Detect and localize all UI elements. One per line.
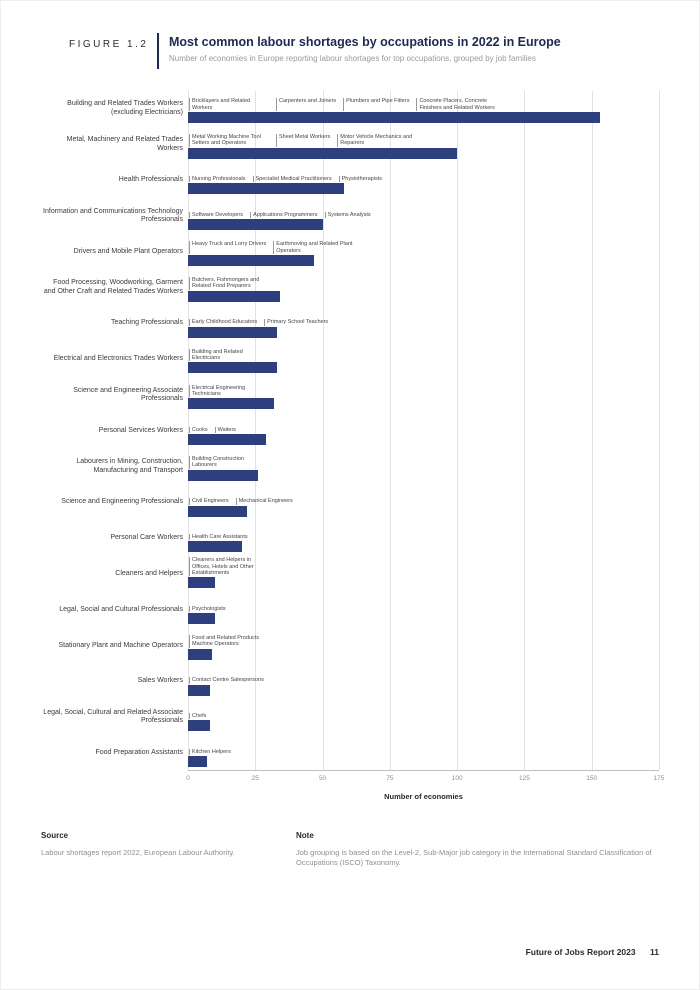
row-plot [188, 664, 659, 700]
bar [188, 720, 210, 731]
x-tick-label: 75 [386, 775, 394, 782]
occupation-annotation: Plumbers and Pipe Fitters [343, 98, 409, 111]
occupation-annotation: Mechanical Engineers [236, 498, 293, 504]
occupation-annotations [188, 98, 659, 111]
figure-title: Most common labour shortages by occupations in 2022 in Europe [169, 35, 561, 49]
occupation-annotation: Electrical Engineering Technicians [189, 385, 269, 398]
row-plot [188, 270, 659, 306]
bar [188, 362, 277, 373]
bar [188, 183, 344, 194]
chart-rows [41, 91, 659, 771]
row-plot [188, 163, 659, 199]
x-tick-label: 50 [318, 775, 327, 782]
occupation-annotations [188, 176, 659, 182]
occupation-annotation: Motor Vehicle Mechanics and Repairers [337, 134, 417, 147]
occupation-annotations [188, 456, 659, 469]
occupation-annotations [188, 534, 659, 540]
report-name: Future of Jobs Report 2023 [525, 947, 636, 957]
occupation-annotation: Concrete Placers, Concrete Finishers and Related Workers [416, 98, 496, 111]
occupation-annotation: Nursing Professionals [189, 176, 246, 182]
occupation-annotations [188, 498, 659, 504]
occupation-annotation: Cleaners and Helpers in Offices, Hotels and Other Establishments [189, 557, 269, 576]
category-label: Legal, Social and Cultural Professionals [59, 605, 183, 613]
category-label: Food Processing, Woodworking, Garment and Other Craft and Related Trades Workers [43, 279, 183, 295]
occupation-annotations [188, 277, 659, 290]
page-number: 11 [650, 947, 659, 957]
note-block [296, 831, 659, 868]
chart-row [41, 449, 659, 485]
occupation-annotation: Psychologists [189, 606, 226, 612]
bar [188, 685, 210, 696]
occupation-annotations [188, 677, 659, 683]
x-tick-label: 100 [451, 775, 463, 782]
gridline [659, 91, 660, 770]
row-plot [188, 91, 659, 127]
x-tick-label: 125 [518, 775, 530, 782]
row-plot [188, 306, 659, 342]
category-label: Health Professionals [118, 176, 183, 184]
occupation-annotation: Sheet Metal Workers [276, 134, 330, 147]
chart-row [41, 127, 659, 163]
x-tick-label: 175 [653, 775, 665, 782]
figure-title-block [169, 33, 561, 63]
category-label: Sales Workers [137, 677, 183, 685]
figure-subtitle: Number of economies in Europe reporting labour shortages for top occupations, grouped by job families [169, 54, 536, 63]
bar [188, 506, 247, 517]
occupation-annotation: Software Developers [189, 212, 243, 218]
source-block [41, 831, 296, 868]
row-plot [188, 735, 659, 771]
bar [188, 112, 600, 123]
occupation-annotation: Specialist Medical Practitioners [253, 176, 332, 182]
occupation-annotation: Chefs [189, 713, 206, 719]
occupation-annotation: Health Care Assistants [189, 534, 248, 540]
note-heading: Note [296, 831, 314, 840]
bar [188, 613, 215, 624]
category-label: Science and Engineering Professionals [61, 498, 183, 506]
category-label: Food Preparation Assistants [95, 748, 183, 756]
occupation-annotation: Food and Related Products Machine Operators [189, 635, 269, 648]
occupation-annotation: Building and Related Electricians [189, 349, 269, 362]
occupation-annotation: Physiotherapists [339, 176, 382, 182]
row-plot [188, 198, 659, 234]
row-plot [188, 377, 659, 413]
category-label: Legal, Social, Cultural and Related Associate Professionals [43, 708, 183, 725]
bar [188, 219, 323, 230]
occupation-annotation: Bricklayers and Related Workers [189, 98, 269, 111]
chart-row [41, 628, 659, 664]
occupation-annotation: Contact Centre Salespersons [189, 677, 264, 683]
occupation-annotation: Butchers, Fishmongers and Related Food Preparers [189, 277, 269, 290]
occupation-annotation: Kitchen Helpers [189, 749, 231, 755]
occupation-annotations [188, 713, 659, 719]
chart-row [41, 592, 659, 628]
chart-row [41, 306, 659, 342]
row-plot [188, 342, 659, 378]
occupation-annotation: Cooks [189, 427, 208, 433]
chart-row [41, 521, 659, 557]
category-label: Personal Care Workers [110, 534, 183, 542]
occupation-annotations [188, 606, 659, 612]
footnotes [41, 831, 659, 868]
occupation-annotation: Earthmoving and Related Plant Operators [273, 241, 353, 254]
figure-header [69, 33, 659, 69]
chart-row [41, 413, 659, 449]
row-plot [188, 521, 659, 557]
bar [188, 398, 274, 409]
x-axis-label: Number of economies [384, 792, 463, 801]
chart-row [41, 377, 659, 413]
page-footer [526, 947, 659, 957]
row-plot [188, 234, 659, 270]
row-plot [188, 413, 659, 449]
occupation-annotations [188, 319, 659, 325]
occupation-annotation: Heavy Truck and Lorry Drivers [189, 241, 266, 254]
x-tick-label: 25 [251, 775, 259, 782]
occupation-annotation: Primary School Teachers [264, 319, 328, 325]
bar [188, 756, 207, 767]
occupation-annotations [188, 212, 659, 218]
x-tick-label: 0 [186, 775, 190, 782]
row-plot [188, 592, 659, 628]
category-label: Personal Services Workers [98, 426, 183, 434]
category-label: Labourers in Mining, Construction, Manufacturing and Transport [76, 458, 183, 474]
category-label: Cleaners and Helpers [115, 569, 183, 577]
category-label: Electrical and Electronics Trades Workers [53, 355, 183, 363]
bar [188, 148, 457, 159]
occupation-annotations [188, 385, 659, 398]
occupation-annotations [188, 557, 659, 576]
note-text: Job grouping is based on the Level-2, Sub-Major job category in the International Standard Classification of Occupations (ISCO) Taxonomy. [296, 848, 652, 867]
category-label: Building and Related Trades Workers (excluding Electricians) [67, 100, 183, 116]
bar [188, 434, 266, 445]
occupation-annotation: Waiters [215, 427, 236, 433]
bar [188, 541, 242, 552]
row-plot [188, 449, 659, 485]
category-label: Science and Engineering Associate Professionals [73, 386, 183, 403]
occupation-annotation: Carpenters and Joiners [276, 98, 336, 111]
bar [188, 327, 277, 338]
chart-row [41, 163, 659, 199]
chart-row [41, 556, 659, 592]
chart-plot-area [41, 91, 659, 771]
x-axis-ticks [186, 771, 665, 786]
category-label: Information and Communications Technology Professionals [43, 207, 183, 224]
chart-row [41, 234, 659, 270]
bar [188, 255, 314, 266]
source-heading: Source [41, 831, 69, 840]
occupation-annotation: Early Childhood Educators [189, 319, 257, 325]
chart-row [41, 735, 659, 771]
occupation-annotation: Applications Programmers [250, 212, 318, 218]
occupation-annotation: Building Construction Labourers [189, 456, 269, 469]
bar [188, 291, 280, 302]
chart-row [41, 270, 659, 306]
category-label: Drivers and Mobile Plant Operators [73, 247, 183, 255]
x-tick-label: 150 [586, 775, 598, 782]
chart-row [41, 700, 659, 736]
occupation-annotations [188, 427, 659, 433]
chart-row [41, 91, 659, 127]
source-text: Labour shortages report 2022, European Labour Authority. [41, 848, 235, 857]
chart-row [41, 664, 659, 700]
category-label: Metal, Machinery and Related Trades Workers [66, 136, 183, 152]
bar [188, 649, 212, 660]
occupation-annotations [188, 635, 659, 648]
bar [188, 470, 258, 481]
row-plot [188, 700, 659, 736]
chart-row [41, 342, 659, 378]
occupation-annotations [188, 241, 659, 254]
category-label: Teaching Professionals [111, 319, 183, 327]
bar [188, 577, 215, 588]
occupation-annotation: Systems Analysts [325, 212, 371, 218]
row-plot [188, 127, 659, 163]
occupation-annotations [188, 134, 659, 147]
occupation-annotations [188, 349, 659, 362]
bar-chart [41, 91, 665, 801]
row-plot [188, 556, 659, 592]
chart-row [41, 485, 659, 521]
occupation-annotation: Civil Engineers [189, 498, 229, 504]
row-plot [188, 628, 659, 664]
header-divider [157, 33, 159, 69]
figure-label: FIGURE 1.2 [69, 39, 149, 50]
row-plot [188, 485, 659, 521]
occupation-annotations [188, 749, 659, 755]
chart-row [41, 198, 659, 234]
category-label: Stationary Plant and Machine Operators [58, 641, 183, 649]
occupation-annotation: Metal Working Machine Tool Setters and Operators [189, 134, 269, 147]
